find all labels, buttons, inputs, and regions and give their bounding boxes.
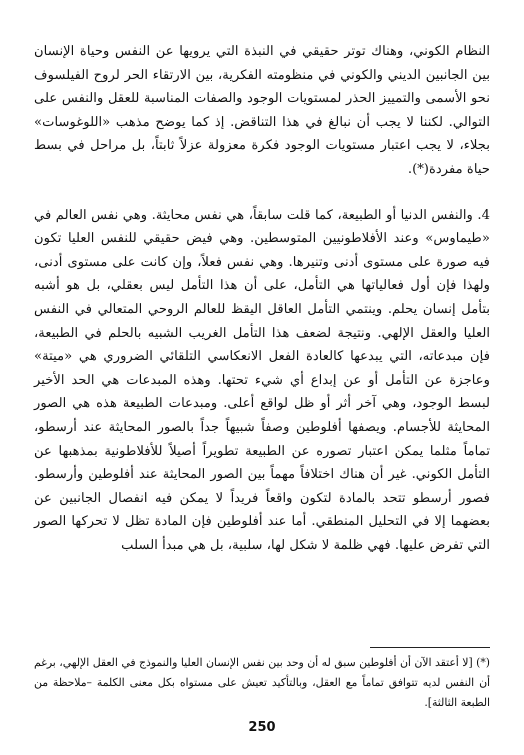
body-paragraph: 4. والنفس الدنيا أو الطبيعة، كما قلت سابقاً، هي نفس محايثة. وهي نفس العالم في «طيماوس» وعند الأفلاطونيين المتوسطين. وهي فيض حقيقي للنفس العليا تكون فيه صورة على مستوى أدنى وتنيرها. وهي نفس فعلاً، وإن كانت على مستوى أدنى، ولهذا فإن أول فعالياتها هي التأمل، على أن هذا التأمل ليس بعقلي، بل هو أشبه بتأمل إنسان يحلم. وينتمي التأمل العاقل اليقظ للعالم الروحي المتعالي في النفس العليا والعقل الإلهي. ونتيجة لضعف هذا التأمل الغريب الشبيه بالحلم في الطبيعة، فإن مبدعاته، التي يبدعها كالعادة الفعل الانعكاسي التلقائي الضروري هي «ميتة» وعاجزة عن التأمل أو عن إبداع أي شيء تحتها. وهذه المبدعات هي الحد الأخير لبسط الوجود، وهي آخر أثر أو ظل لواقع أعلى. ومبدعات الطبيعة هذه هي الصور المحايثة للأجسام. ويصفها أفلوطين وصفاً شبيهاً جداً بالصور المحايثة عند أرسطو، تماماً مثلما يمكن اعتبار تصوره عن الطبيعة تطويراً أصيلاً للأفلاطونية بمذهبها عن التأمل الكوني. غير أن هناك اختلافاً مهماً بين الصور المحايثة عند أفلوطين وأرسطو. فصور أرسطو تتحد بالمادة لتكون واقعاً فريداً لا يمكن فيه انفصال الجانبين عن بعضهما إلا في التحليل المنطقي. أما عند أفلوطين فإن المادة تظل لا تحركها الصور التي تفرض عليها. فهي ظلمة لا شكل لها، سلبية، بل هي مبدأ السلب	[34, 207, 490, 553]
body-paragraph: النظام الكوني، وهناك توتر حقيقي في النبذة التي يرويها عن النفس وحياة الإنسان بين الجانبين الديني والكوني في منظومته الفكرية، بين الارتقاء الحر لروح الفيلسوف نحو الأسمى والتمييز الحذر لمستويات الوجود والصفات المناسبة للعقل والنفس على التوالي. لكننا لا يجب أن نبالغ في هذا التناقض. إذ كما يوضح مذهب «اللوغوسات» بجلاء، لا يجب اعتبار مستويات الوجود فكرة معزولة عزلاً ثابتاً، بل مراحل في بسط حياة مفردة(*).	[34, 44, 490, 177]
page-body	[34, 40, 490, 557]
footnote: (*) [لا أعتقد الآن أن أفلوطين سبق له أن وحد بين نفس الإنسان العليا والنموذج في العقل الإلهي، برغم أن النفس لديه تتوافق تماماً مع العقل، وبالتأكيد تعيش على مستواه بكل معنى الكلمة –ملاحظة من الطبعة الثالثة].	[34, 656, 490, 709]
footnote-separator	[370, 647, 490, 648]
page-number: 250	[248, 720, 276, 735]
